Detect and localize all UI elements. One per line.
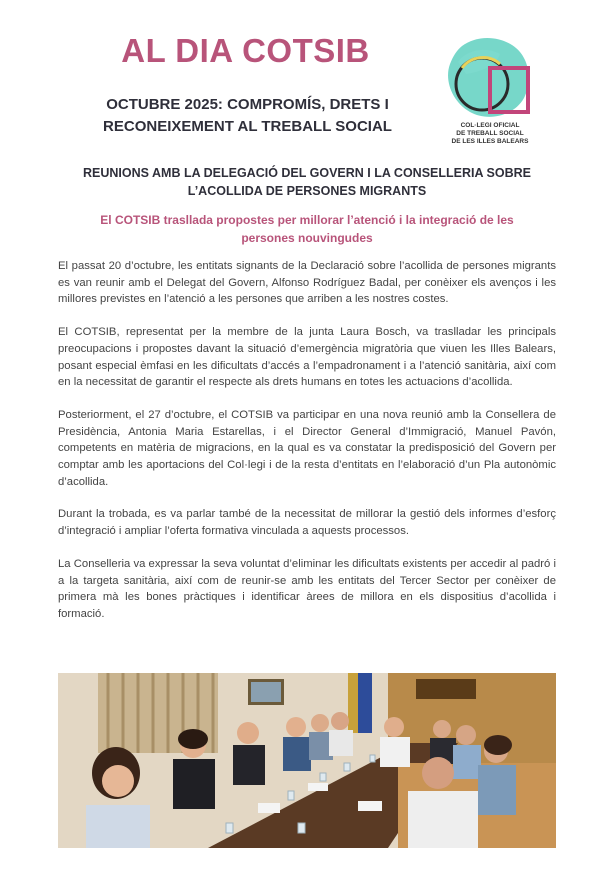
paragraph: El passat 20 d’octubre, les entitats signants de la Declaració sobre l’acollida de persones migrants es van reunir amb el Delegat del Govern, Alfonso Rodríguez Badal, per conèixer els avenços i les millores previstes en l’atenció a les persones que arriben a les nostres costes.	[58, 260, 556, 306]
issue-title: OCTUBRE 2025: COMPROMÍS, DRETS I RECONEIXEMENT AL TREBALL SOCIAL	[103, 96, 392, 135]
paragraph: El COTSIB, representat per la membre de la junta Laura Bosch, va traslladar les principals preocupacions i propostes davant la situació d’emergència migratòria que viuen les Illes Balears, posant especial èmfasi en les dificultats d’accés a l’empadronament i a l’atenció sanitària, així com en la necessitat de garantir el respecte als drets humans en totes les actuacions d’acollida.	[58, 326, 556, 389]
article-body	[58, 258, 556, 639]
meeting-photo	[58, 673, 556, 848]
logo-caption	[436, 122, 544, 146]
logo-line-1: COL·LEGI OFICIAL	[460, 122, 520, 129]
paragraph: La Conselleria va expressar la seva voluntat d’eliminar les dificultats existents per accedir al padró i a la targeta sanitària, així com de reunir-se amb les entitats del Tercer Sector per conèixer de primera mà les bones pràctiques i identificar àrees de millora en els dispositius d’acollida i formació.	[58, 557, 556, 620]
logo-line-3: DE LES ILLES BALEARS	[451, 138, 529, 145]
logo-line-2: DE TREBALL SOCIAL	[456, 130, 524, 137]
article-subheading: El COTSIB trasllada propostes per millorar l’atenció i la integració de les persones nouvingudes	[100, 213, 514, 245]
paragraph: Posteriorment, el 27 d’octubre, el COTSIB va participar en una nova reunió amb la Consellera de Presidència, Antonia Maria Estarellas, i el Director General d’Immigració, Manuel Pavón, competents en matèria de migracions, en la qual es va constatar la predisposició del Govern per comptar amb les aportacions del Col·legi i de la resta d’entitats en l’elaboració d’un Pla autonòmic d’acollida.	[58, 408, 556, 488]
masthead-title: AL DIA COTSIB	[121, 32, 370, 69]
section-heading: REUNIONS AMB LA DELEGACIÓ DEL GOVERN I LA CONSELLERIA SOBRE L’ACOLLIDA DE PERSONES MIGRANTS	[83, 166, 531, 198]
paragraph: Durant la trobada, es va parlar també de la necessitat de millorar la gestió dels informes d’esforç d’integració i ampliar l’oferta formativa vinculada a aquests processos.	[58, 508, 556, 538]
